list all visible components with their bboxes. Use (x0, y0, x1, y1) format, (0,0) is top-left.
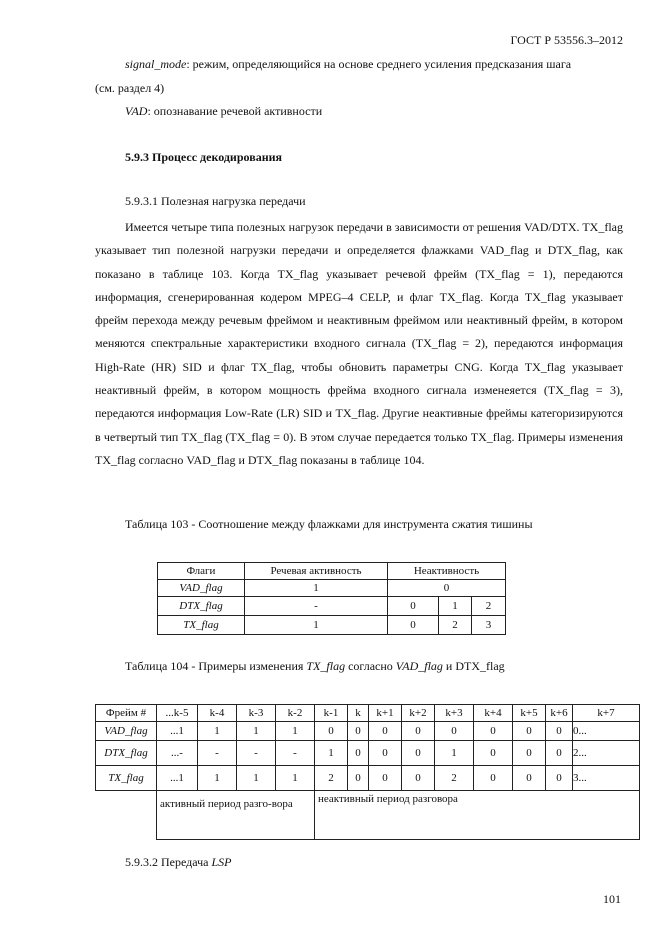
table-header: k+4 (474, 705, 513, 722)
table-cell: 0 (513, 741, 546, 766)
table-cell: 0 (388, 616, 439, 635)
table-cell: 0 (474, 766, 513, 791)
subsection-title: 5.9.3.1 Полезная нагрузка передачи (125, 194, 306, 208)
table-cell: 0 (402, 766, 435, 791)
table-cell: 0 (474, 741, 513, 766)
def-vad: VAD: опознавание речевой активности (125, 104, 323, 118)
table-cell: 0 (315, 722, 348, 741)
table-cell: - (198, 741, 237, 766)
table-cell: 2 (472, 597, 506, 616)
table-cell: 0 (369, 766, 402, 791)
table-header: k+6 (546, 705, 573, 722)
table-header: k-4 (198, 705, 237, 722)
table-cell: 1 (245, 616, 388, 635)
table-cell: 1 (198, 766, 237, 791)
table-header: k-3 (237, 705, 276, 722)
table-103 (157, 562, 506, 635)
table-header: ...k-5 (157, 705, 198, 722)
table-cell: 0 (402, 722, 435, 741)
table-cell: 0 (388, 597, 439, 616)
table-header: Речевая активность (245, 563, 388, 580)
table-cell: 2... (573, 741, 640, 766)
table-cell: 2 (315, 766, 348, 791)
table-header: k+7 (573, 705, 640, 722)
table-cell: 1 (276, 722, 315, 741)
table-cell: 1 (276, 766, 315, 791)
table-header: Фрейм # (96, 705, 157, 722)
table-cell: 0 (546, 741, 573, 766)
table-cell: VAD_flag (158, 580, 245, 597)
table-cell: 0... (573, 722, 640, 741)
table-cell: 2 (439, 616, 472, 635)
table-header: k+1 (369, 705, 402, 722)
table-header: k+5 (513, 705, 546, 722)
table-cell: 0 (546, 722, 573, 741)
standard-header: ГОСТ Р 53556.3–2012 (510, 33, 623, 47)
inactive-period-cell: неактивный период разговора (315, 791, 640, 840)
table-cell: 2 (435, 766, 474, 791)
active-period-cell: активный период разго-вора (157, 791, 315, 840)
table-cell: 1 (237, 722, 276, 741)
table-header: Неактивность (388, 563, 506, 580)
table-cell: 1 (439, 597, 472, 616)
table-cell: ...1 (157, 722, 198, 741)
page-number: 101 (603, 892, 621, 906)
table-cell: - (276, 741, 315, 766)
table-header: Флаги (158, 563, 245, 580)
table-cell: 0 (513, 722, 546, 741)
body-paragraph: Имеется четыре типа полезных нагрузок передачи в зависимости от решения VAD/DTX. TX_flag указывает тип полезной нагрузки передачи и определяется флажками VAD_flag и DTX_flag, как показано в таблице 103. Когда TX_flag указывает речевой фрейм (TX_flag = 1), передаются информация, сгенерированная кодером MPEG–4 CELP, и флаг TX_flag. Когда TX_flag указывает фрейм перехода между речевым фреймом и неактивным фреймом или неактивный фрейм, в котором меняются спектральные характеристики входного сигнала (TX_flag = 2), передаются информация High-Rate (HR) SID и флаг TX_flag, чтобы обновить параметры CNG. Когда TX_flag указывает неактивный фрейм, в котором мощность фрейма входного сигнала изменеяется (TX_flag = 3), передаются информация Low-Rate (LR) SID и TX_flag. Другие неактивные фреймы категоризируются в четвертый тип TX_flag (TX_flag = 0). В этом случае передается только TX_flag. Примеры изменения TX_flag согласно VAD_flag и DTX_flag показаны в таблице 104. (95, 220, 623, 467)
table-cell: TX_flag (96, 766, 157, 791)
table-cell: 3 (472, 616, 506, 635)
def-signal-mode-cont: (см. раздел 4) (95, 81, 165, 95)
table-cell: 3... (573, 766, 640, 791)
table-cell: 0 (369, 722, 402, 741)
table-cell: - (237, 741, 276, 766)
table-cell: ...- (157, 741, 198, 766)
table-cell: 1 (315, 741, 348, 766)
table-cell: DTX_flag (96, 741, 157, 766)
table-cell: 0 (402, 741, 435, 766)
def-signal-mode: signal_mode: режим, определяющийся на основе среднего усиления предсказания шага (125, 57, 572, 71)
table-cell: 0 (546, 766, 573, 791)
table103-caption: Таблица 103 - Соотношение между флажками для инструмента сжатия тишины (125, 517, 533, 531)
section-title: 5.9.3 Процесс декодирования (125, 150, 283, 164)
table-cell: 1 (245, 580, 388, 597)
table-cell: 1 (435, 741, 474, 766)
table-cell: ...1 (157, 766, 198, 791)
table-cell: - (245, 597, 388, 616)
table104-caption: Таблица 104 - Примеры изменения TX_flag согласно VAD_flag и DTX_flag (125, 659, 505, 673)
table-header: k+2 (402, 705, 435, 722)
subsection-lsp: 5.9.3.2 Передача LSP (125, 855, 232, 869)
table-cell: 0 (474, 722, 513, 741)
table-cell: 0 (513, 766, 546, 791)
table-header: k-2 (276, 705, 315, 722)
table-cell: 0 (348, 766, 369, 791)
table-104 (95, 704, 640, 840)
table-cell: VAD_flag (96, 722, 157, 741)
table-cell: 1 (237, 766, 276, 791)
table-cell: 0 (348, 741, 369, 766)
table-blank (96, 791, 157, 840)
table-cell: 1 (198, 722, 237, 741)
table-cell: 0 (435, 722, 474, 741)
table-cell: 0 (388, 580, 506, 597)
table-header: k+3 (435, 705, 474, 722)
table-cell: TX_flag (158, 616, 245, 635)
table-cell: 0 (369, 741, 402, 766)
table-cell: DTX_flag (158, 597, 245, 616)
table-cell: 0 (348, 722, 369, 741)
table-header: k (348, 705, 369, 722)
table-header: k-1 (315, 705, 348, 722)
